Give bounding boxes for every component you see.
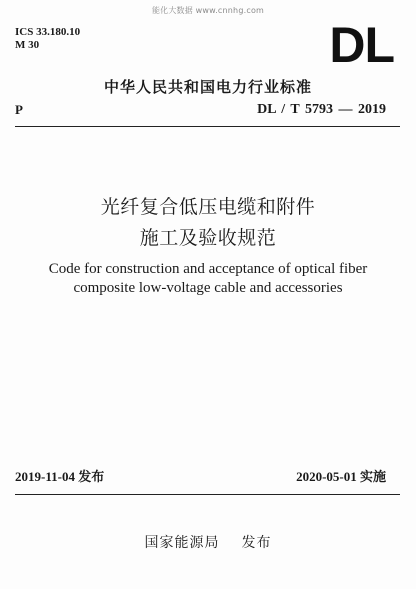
issue-label: 发布 [78,470,105,485]
chinese-title-line2: 施工及验收规范 [139,227,277,249]
chinese-title-line1: 光纤复合低压电缆和附件 [100,196,316,218]
implement-date: 2020-05-01 [296,469,357,484]
standard-type-title: 中华人民共和国电力行业标准 [103,78,312,96]
ics-code: ICS 33.180.10 [15,26,81,38]
implement-date-block [296,466,386,485]
ccs-code: M 30 [15,39,40,51]
publisher-name: 国家能源局 [144,535,220,551]
bottom-divider [15,494,400,495]
issue-date-block [15,466,104,485]
issue-date: 2019-11-04 [15,469,75,484]
english-title-line1: Code for construction and acceptance of optical fiber [48,261,368,277]
classification-code: P [15,102,23,117]
ics-block [15,26,80,52]
top-divider [15,126,400,127]
dl-logo: DL [329,17,394,73]
implement-label: 实施 [359,470,386,485]
english-title-line2: composite low-voltage cable and accessories [73,280,343,296]
chinese-title [0,192,416,254]
watermark-text: 能化大数据 www.cnnhg.com [151,6,265,15]
publisher-action: 发布 [241,535,272,551]
standard-number: DL / T 5793 — 2019 [257,102,386,117]
english-title [0,260,416,298]
publisher-line [0,532,416,552]
